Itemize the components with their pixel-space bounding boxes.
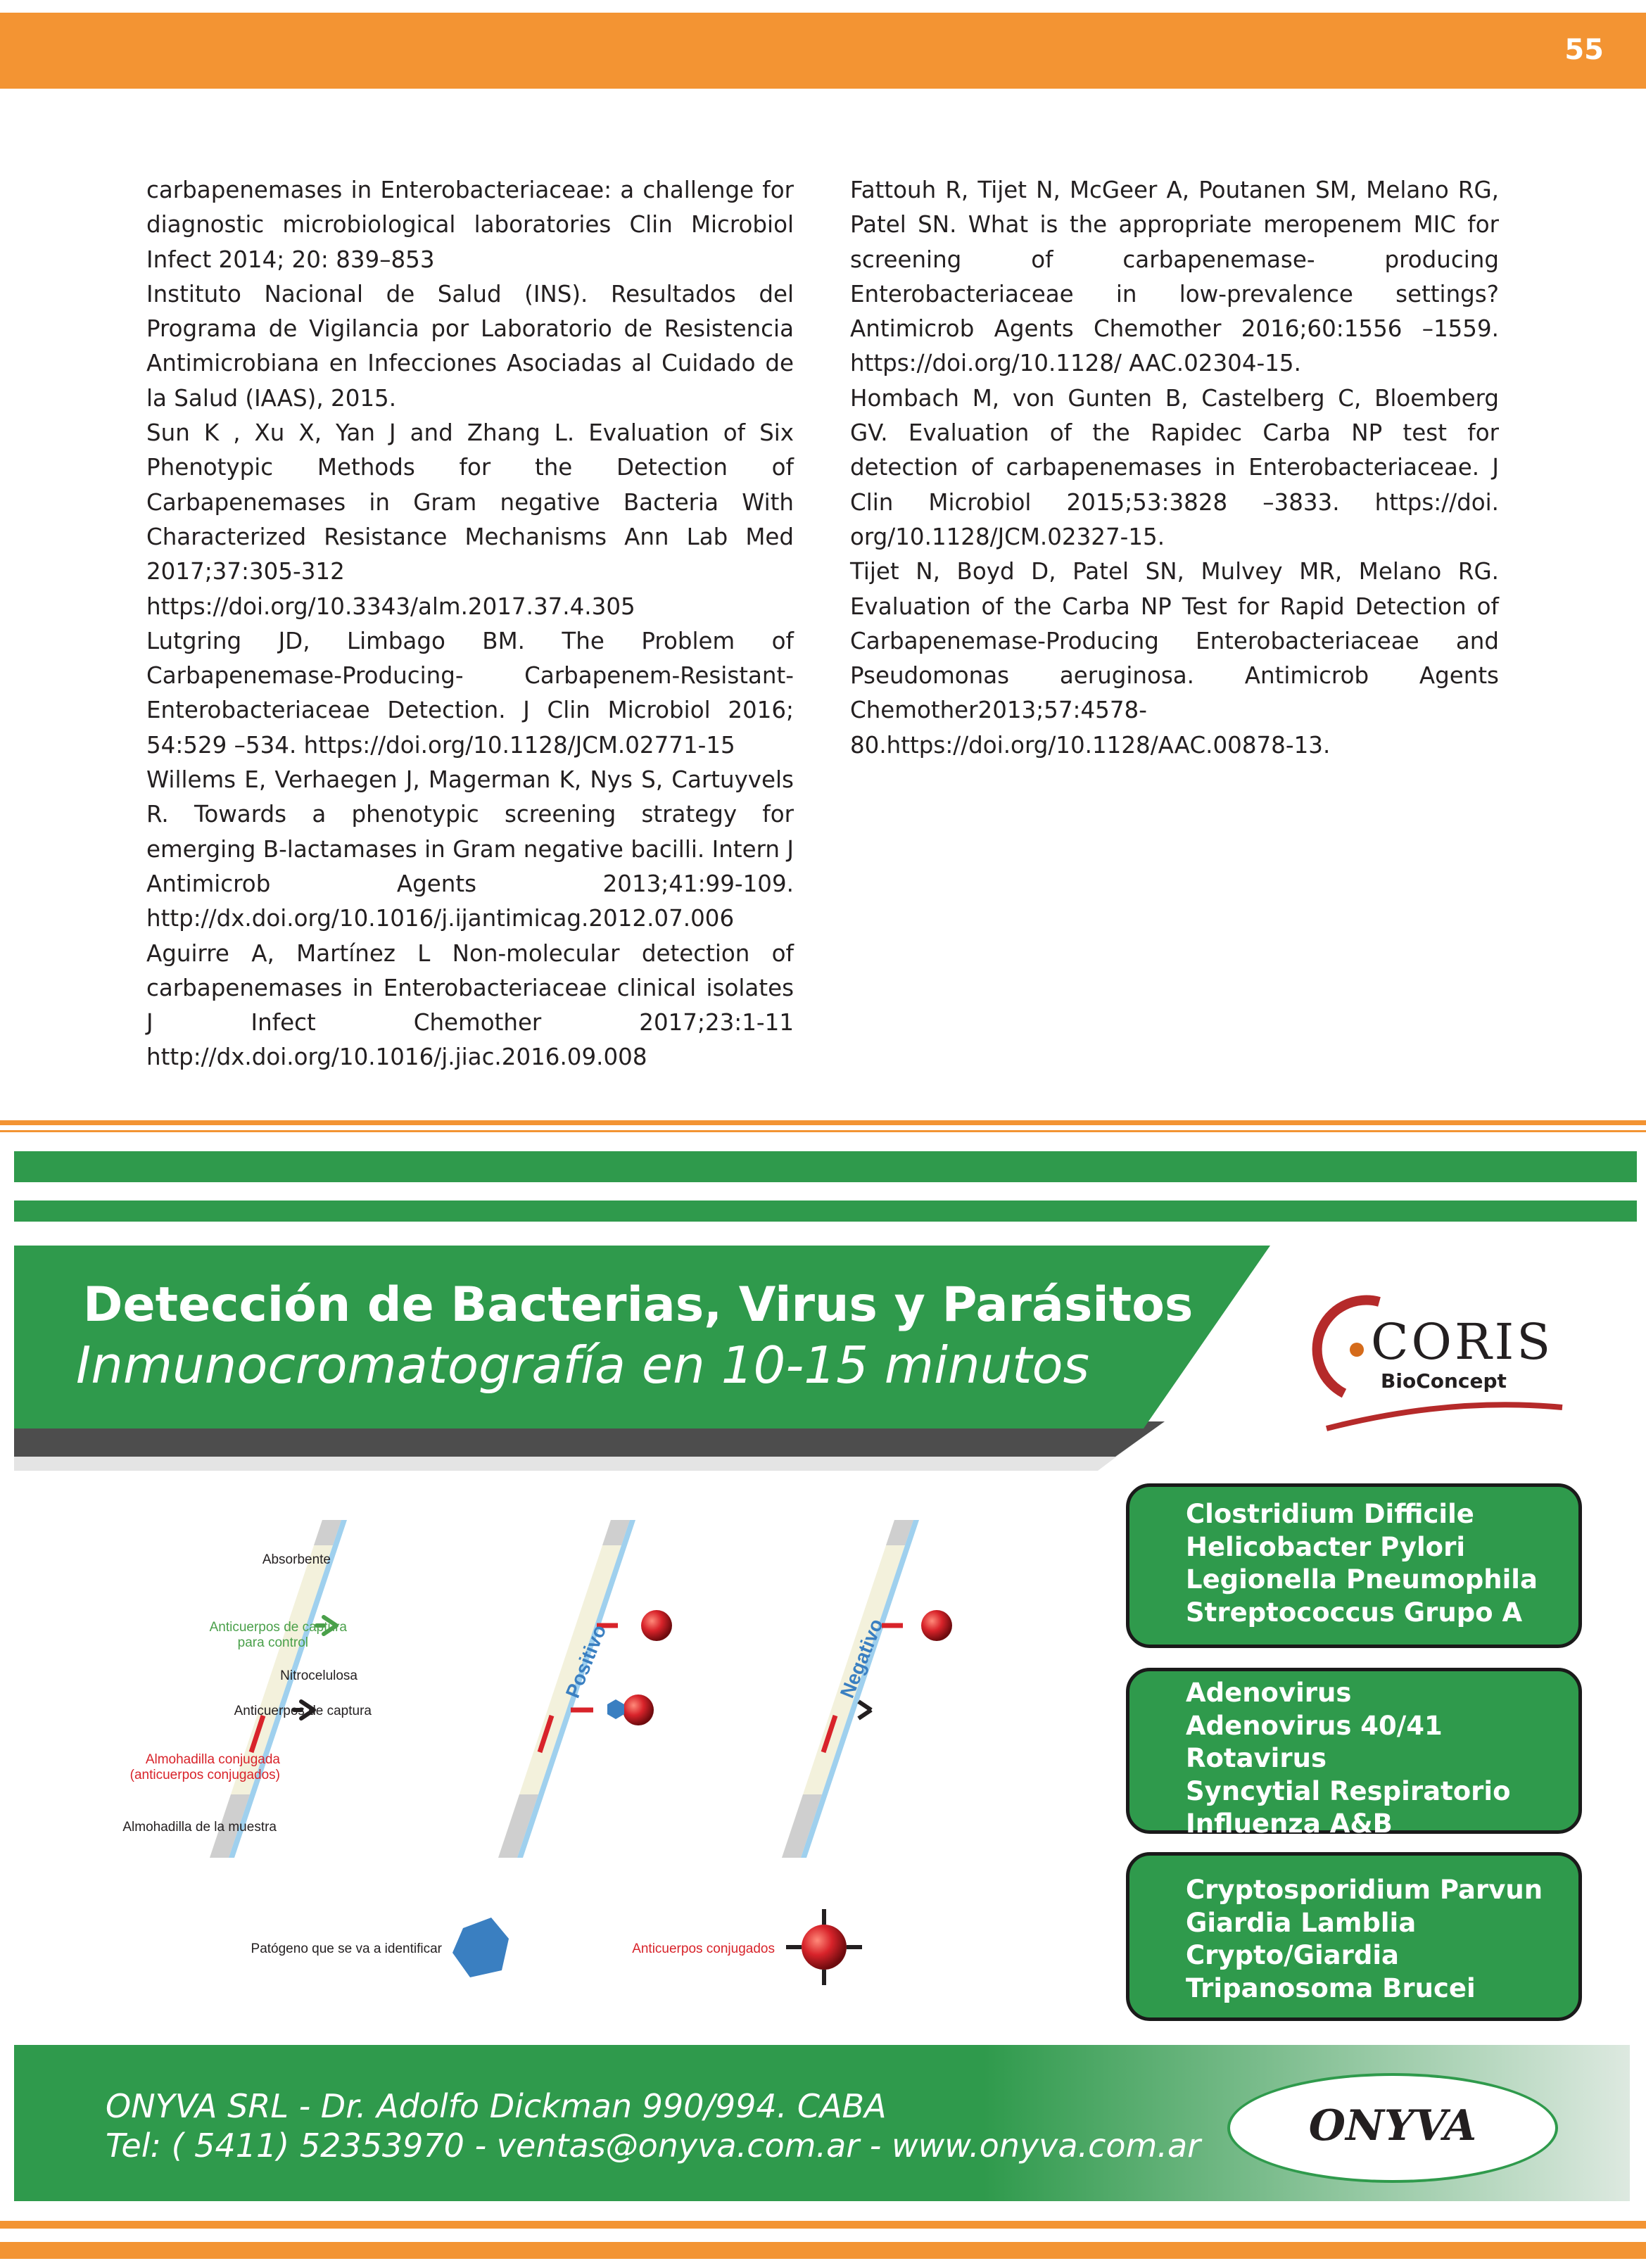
bacteria-list <box>1126 1483 1582 1648</box>
label-absorbente: Absorbente <box>262 1552 331 1567</box>
label-negativo: Negativo <box>835 1615 887 1702</box>
list-item: Adenovirus <box>1186 1678 1352 1708</box>
test-strip <box>210 1520 347 1858</box>
list-item: Rotavirus <box>1186 1743 1327 1773</box>
label-patogeno: Patógeno que se va a identificar <box>251 1941 442 1956</box>
reference-item: Instituto Nacional de Salud (INS). Resultados del Programa de Vigilancia por Laboratorio de Resistencia Antimicrobiana en Infecciones Asociadas al Cuidado de la Salud (IAAS), 2015. <box>146 280 794 412</box>
reference-item: Hombach M, von Gunten B, Castelberg C, Bloemberg GV. Evaluation of the Rapidec Carba NP test for detection of carbapenemases in Enterobacteriaceae. J Clin Microbiol 2015;53:3828 –3833. https://doi. org/10.1128/JCM.02327-15. <box>850 384 1499 550</box>
ad-title: Detección de Bacterias, Virus y Parásitos <box>83 1277 1194 1333</box>
label-captura-control-1: Anticuerpos de captura <box>209 1620 347 1635</box>
parasite-list <box>1126 1852 1582 2021</box>
coris-brand-name: CORIS <box>1371 1313 1554 1371</box>
immunochromatography-diagram <box>101 1520 1019 2000</box>
orange-divider <box>0 2221 1646 2229</box>
label-almohadilla-conjugada-1: Almohadilla conjugada <box>145 1752 280 1767</box>
list-item: Clostridium Difficile <box>1186 1499 1474 1529</box>
green-band <box>14 1200 1637 1222</box>
orange-divider <box>0 2242 1646 2259</box>
list-item: Giardia Lamblia <box>1186 1907 1417 1938</box>
list-item: Syncytial Respiratorio <box>1186 1775 1511 1806</box>
label-captura: Anticuerpos de captura <box>234 1704 372 1718</box>
list-item: Helicobacter Pylori <box>1186 1531 1466 1562</box>
label-positivo: Positivo <box>561 1621 611 1702</box>
coris-logo <box>1295 1288 1576 1443</box>
pathogen-icon <box>452 1918 509 1977</box>
list-item: Crypto/Giardia <box>1186 1940 1400 1970</box>
page-number: 55 <box>1564 34 1604 66</box>
footer-contact: Tel: ( 5411) 52353970 - ventas@onyva.com.ar - www.onyva.com.ar <box>106 2127 1201 2165</box>
conjugated-antibody-icon <box>786 1909 862 1985</box>
list-item: Influenza A&B <box>1186 1808 1393 1839</box>
orange-divider <box>0 1120 1646 1125</box>
list-item: Adenovirus 40/41 <box>1186 1710 1443 1741</box>
references-left-column <box>146 173 794 1075</box>
coris-brand-tagline: BioConcept <box>1381 1369 1507 1393</box>
reference-item: Aguirre A, Martínez L Non-molecular detection of carbapenemases in Enterobacteriaceae clinical isolates J Infect Chemother 2017;23:1-11 http://dx.doi.org/10.1016/j.jiac.2016.09.008 <box>146 939 794 1071</box>
reference-item: Willems E, Verhaegen J, Magerman K, Nys S, Cartuyvels R. Towards a phenotypic screening strategy for emerging B-lactamases in Gram negative bacilli. Intern J Antimicrob Agents 2013;41:99-109. http://dx.doi.org/10.1016/j.ijantimicag.2012.07.006 <box>146 766 794 932</box>
label-conjugados: Anticuerpos conjugados <box>632 1941 775 1956</box>
list-item: Tripanosoma Brucei <box>1186 1972 1476 2003</box>
list-item: Cryptosporidium Parvun <box>1186 1875 1543 1905</box>
label-nitrocelulosa: Nitrocelulosa <box>280 1668 357 1683</box>
label-almohadilla-muestra: Almohadilla de la muestra <box>122 1820 277 1835</box>
onyva-logo <box>1230 2076 1555 2180</box>
reference-item: carbapenemases in Enterobacteriaceae: a challenge for diagnostic microbiological laboratories Clin Microbiol Infect 2014; 20: 839–853 <box>146 177 794 273</box>
list-item: Streptococcus Grupo A <box>1186 1597 1523 1628</box>
references-right-column <box>850 173 1499 763</box>
label-captura-control-2: para control <box>237 1635 308 1650</box>
reference-item: Fattouh R, Tijet N, McGeer A, Poutanen SM, Melano RG, Patel SN. What is the appropriate meropenem MIC for screening of carbapenemase- producing Enterobacteriaceae in low-prevalence settings? Antimicrob Agents Chemother 2016;60:1556 –1559. https://doi.org/10.1128/ AAC.02304-15. <box>850 177 1499 377</box>
reference-item: Sun K , Xu X, Yan J and Zhang L. Evaluation of Six Phenotypic Methods for the Detection of Carbapenemases in Gram negative Bacteria With Characterized Resistance Mechanisms Ann Lab Med 2017;37:305-312 https://doi.org/10.3343/alm.2017.37.4.305 <box>146 419 794 620</box>
reference-item: Tijet N, Boyd D, Patel SN, Mulvey MR, Melano RG. Evaluation of the Carba NP Test for Rapid Detection of Carbapenemase-Producing Enterobacteriaceae and Pseudomonas aeruginosa. Antimicrob Agents Chemother2013;57:4578-80.https://doi.org/10.1128/AAC.00878-13. <box>850 558 1499 759</box>
header-bar <box>0 13 1646 89</box>
footer-address: ONYVA SRL - Dr. Adolfo Dickman 990/994. CABA <box>106 2087 887 2125</box>
virus-list <box>1126 1668 1582 1839</box>
label-almohadilla-conjugada-2: (anticuerpos conjugados) <box>129 1768 280 1782</box>
list-item: Legionella Pneumophila <box>1186 1564 1538 1595</box>
green-band <box>14 1151 1637 1182</box>
ad-subtitle: Inmunocromatografía en 10-15 minutos <box>76 1336 1089 1395</box>
orange-divider <box>0 1130 1646 1132</box>
onyva-logo-text: ONYVA <box>1308 2101 1477 2150</box>
reference-item: Lutgring JD, Limbago BM. The Problem of Carbapenemase-Producing- Carbapenem-Resistant-Enterobacteriaceae Detection. J Clin Microbiol 2016; 54:529 –534. https://doi.org/10.1128/JCM.02771-15 <box>146 627 794 759</box>
